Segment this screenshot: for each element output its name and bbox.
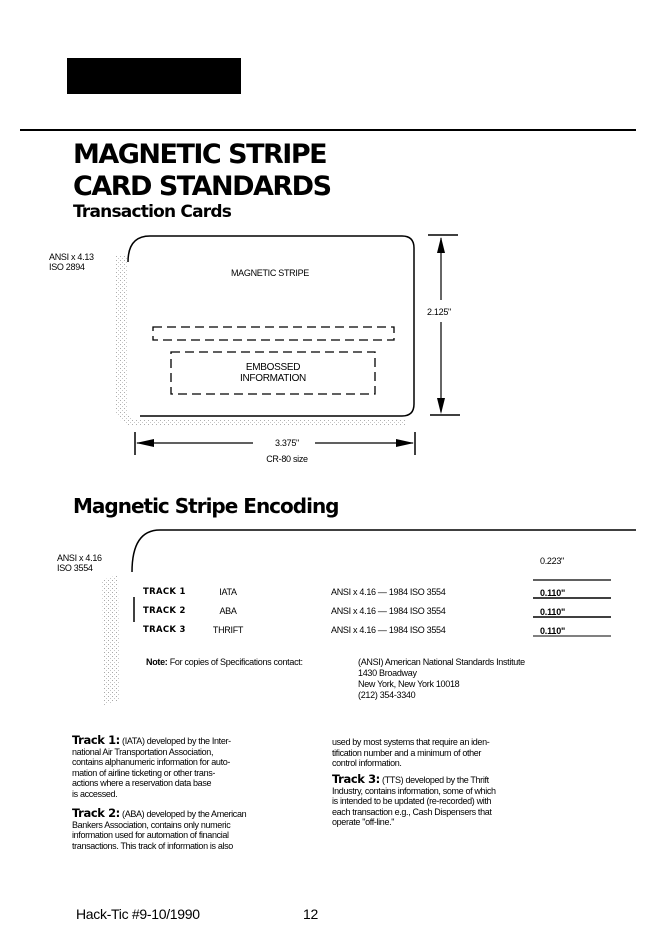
arrowhead-left [136,439,154,447]
text-line: control information. [332,758,402,768]
text-line: national Air Transportation Association, [72,746,214,757]
magnetic-stripe-label: MAGNETIC STRIPE [230,268,309,278]
text-line: information used for automation of financial [72,830,229,840]
card-standard [49,252,94,272]
track2-description [72,808,312,851]
track-org: IATA [219,587,237,597]
track-name: TRACK 1 [143,587,186,597]
contact-line-3: New York, New York 10018 [358,679,460,689]
track-width: 0.110" [540,626,566,636]
track1-lead: Track 1: [72,733,120,747]
card-standard-ansi: ANSI x 4.13 [49,252,94,262]
note-text: For copies of Specifications contact: [169,657,303,667]
track-name: TRACK 3 [143,625,186,635]
arrowhead-down [437,398,445,414]
track3-lead: Track 3: [332,772,380,786]
track-standard: ANSI x 4.16 — 1984 ISO 3554 [331,587,446,597]
card-standard-iso: ISO 2894 [49,262,85,272]
text-line: Bankers Association, contains only numeric [72,819,231,830]
track1-description [72,735,312,799]
text-line: contains alphanumeric information for auto- [72,757,231,767]
width-label: 3.375" [275,438,299,448]
title-line-1: MAGNETIC STRIPE [73,139,327,170]
text-line: is intended to be updated (re-recorded) with [332,796,492,806]
section-title-transaction-cards: Transaction Cards [73,202,232,222]
top-measure: 0.223" [540,556,564,566]
text-line: (ABA) developed by the American [122,809,247,819]
page-number: 12 [303,906,318,922]
note-label: Note: [146,657,168,667]
text-line: used by most systems that require an iden- [332,737,490,747]
arrowhead-up [437,237,445,253]
magnetic-stripe-area [153,327,394,340]
embossed-line-2: INFORMATION [240,373,306,384]
publication-footer: Hack-Tic #9-10/1990 [76,906,200,922]
contact-address [358,668,459,701]
text-line: is accessed. [72,788,118,799]
size-label: CR-80 size [266,454,308,464]
encoding-standard-ansi: ANSI x 4.16 [57,553,102,563]
height-label: 2.125" [427,307,451,317]
contact-line-4: (212) 354-3340 [358,690,416,700]
embossed-line-1: EMBOSSED [245,362,301,373]
encoding-standard-iso: ISO 3554 [57,563,93,573]
text-line: mation of airline ticketing or other trans- [72,767,216,778]
spec-note [146,657,303,668]
contact-line-1: (ANSI) American National Standards Institute [358,657,525,667]
track-width: 0.110" [540,607,566,617]
track3-description [332,774,582,828]
text-line: transactions. This track of information is also [72,840,233,851]
text-line: operate "off-line." [332,817,395,827]
text-line: actions where a reservation data base [72,778,212,788]
contact-line-2: 1430 Broadway [358,668,417,678]
track-name: TRACK 2 [143,606,186,616]
text-line: each transaction e.g., Cash Dispensers that [332,806,492,817]
text-line: tification number and a minimum of other [332,747,482,758]
track-width: 0.110" [540,588,566,598]
track-org: ABA [219,606,237,616]
encoding-shadow [102,575,120,705]
track2-lead: Track 2: [72,806,120,820]
text-line: (IATA) developed by the Inter- [122,736,231,746]
arrowhead-right [396,439,414,447]
title-line-2: CARD STANDARDS [73,171,331,202]
text-line: Industry, contains information, some of which [332,785,496,796]
track-org: THRIFT [212,625,244,635]
track2-description-continued [332,737,582,769]
track-standard: ANSI x 4.16 — 1984 ISO 3554 [331,625,446,635]
section-title-encoding: Magnetic Stripe Encoding [73,494,339,518]
encoding-standard [57,553,102,573]
text-line: (TTS) developed by the Thrift [382,775,489,785]
embossed-label [171,362,375,384]
track-standard: ANSI x 4.16 — 1984 ISO 3554 [331,606,446,616]
